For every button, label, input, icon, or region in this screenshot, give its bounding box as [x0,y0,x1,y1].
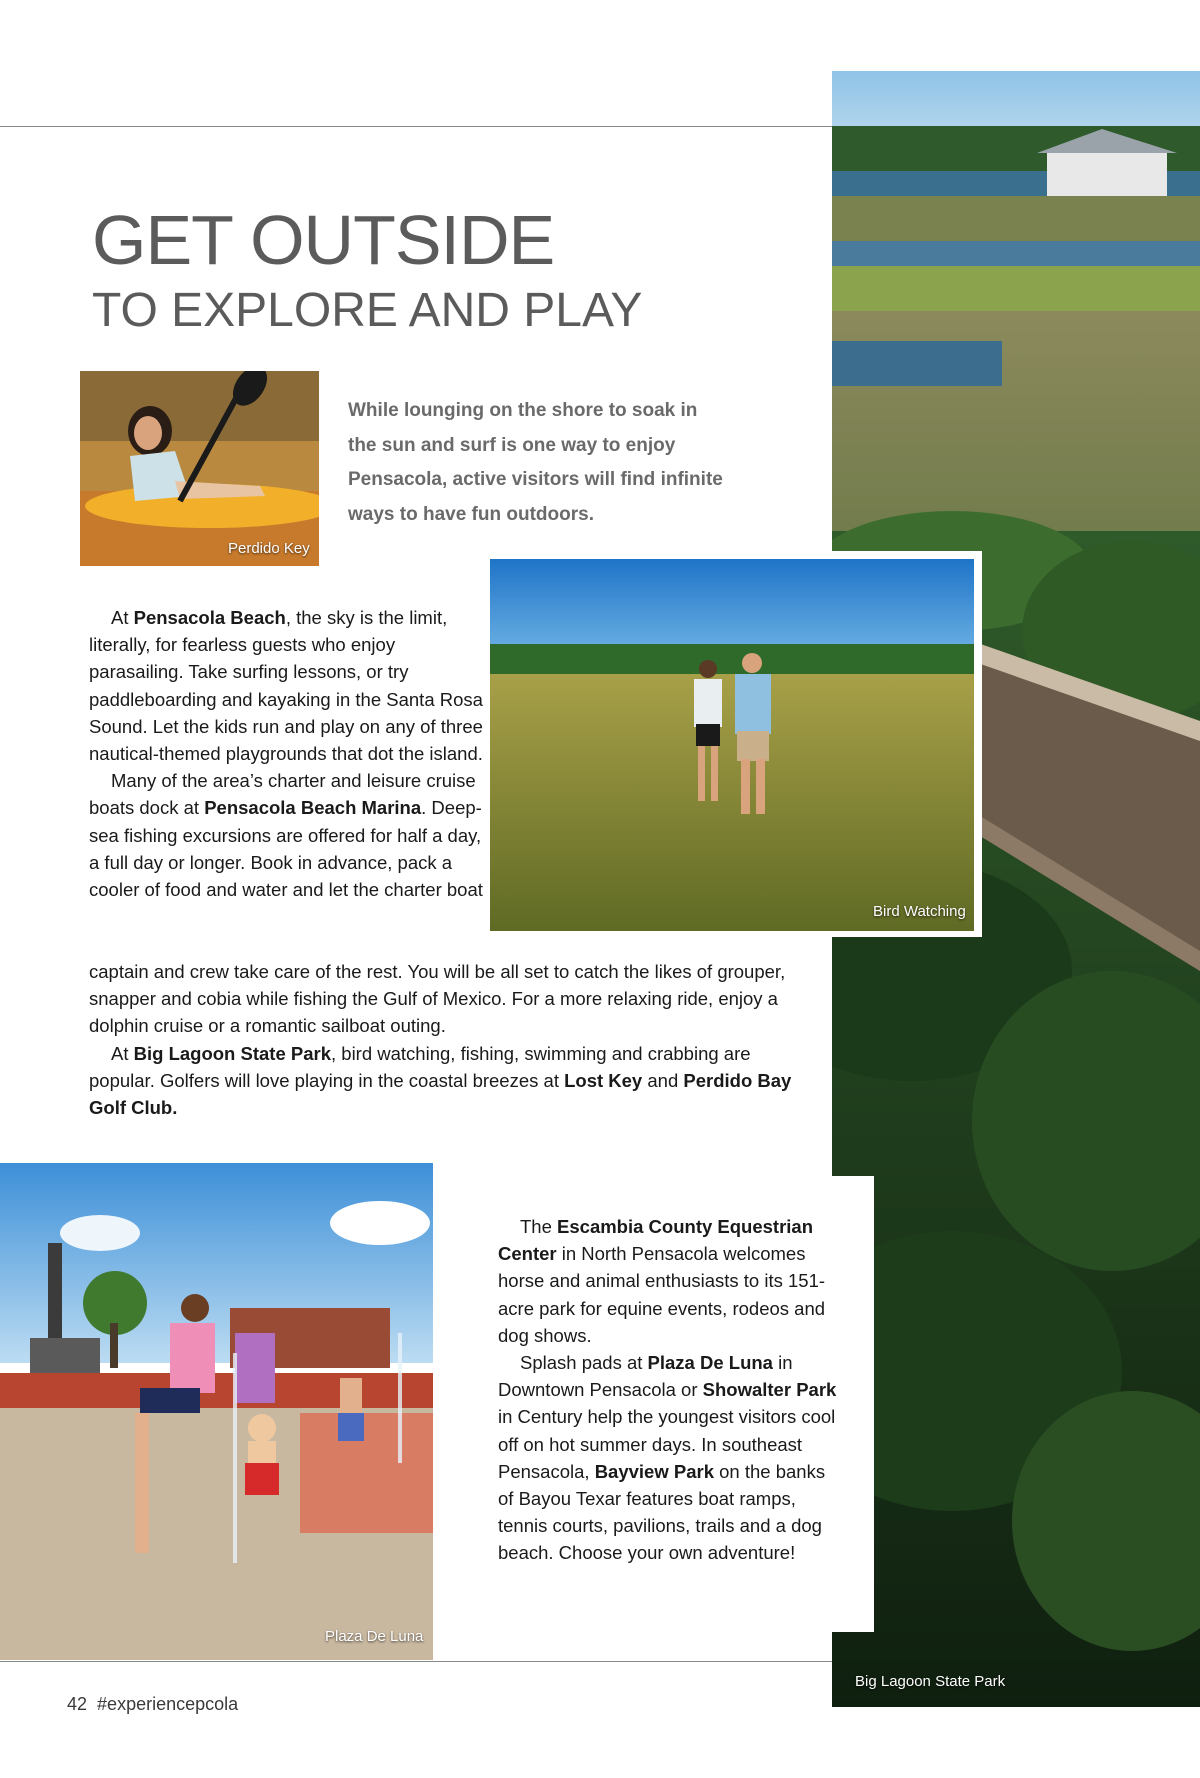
caption-big-lagoon: Big Lagoon State Park [855,1673,1006,1690]
article-column-wide [89,958,799,1121]
place-name: Perdido Bay Golf Club. [89,1069,792,1119]
paragraph-equestrian-center: The Escambia County Equestrian Center in North Pensacola welcomes horse and animal enthusiasts to its 151-acre park for equine events, rodeos and dog shows. [498,1216,826,1346]
place-name: Pensacola Beach Marina [204,797,422,819]
place-name: Big Lagoon State Park [133,1042,331,1064]
paragraph-charter-boats: Many of the area’s charter and leisure cruise boats dock at Pensacola Beach Marina. Deep-sea fishing excursions are offered for half a day, a full day or longer. Book in advance, pack a cooler of food and water and let the charter boat [89,770,483,901]
page-footer [67,1694,238,1715]
photo-bird-watching [490,559,974,931]
place-name: Showalter Park [702,1379,837,1401]
bottom-rule [0,1661,832,1662]
place-name: Escambia County Equestrian Center [498,1216,814,1265]
page-number: 42 [67,1694,88,1714]
caption-bird-watching: Bird Watching [873,903,966,920]
top-rule [0,126,832,127]
photo-plaza-de-luna [0,1163,433,1660]
place-name: Pensacola Beach [133,607,286,628]
paragraph-splash-pads: Splash pads at Plaza De Luna in Downtown Pensacola or Showalter Park in Century help the youngest visitors cool off on hot summer days. In southeast Pensacola, Bayview Park on the banks of Bayou Texar features boat ramps, tennis courts, pavilions, trails and a dog beach. Choose your own adventure! [498,1352,837,1564]
place-name: Plaza De Luna [647,1352,773,1374]
page-subtitle: TO EXPLORE AND PLAY [92,284,643,337]
hashtag: #experiencepcola [97,1694,239,1714]
caption-perdido-key: Perdido Key [228,540,310,557]
place-name: Lost Key [564,1069,643,1091]
paragraph-big-lagoon: At Big Lagoon State Park, bird watching, fishing, swimming and crabbing are popular. Golfers will love playing in the coastal breezes at Lost Key and Perdido Bay Golf Club. [89,1042,792,1119]
intro-text: While lounging on the shore to soak in the sun and surf is one way to enjoy Pensacola, active visitors will find infinite ways to have fun outdoors. [348,400,723,525]
article-column-bottom [498,1213,843,1567]
page-title: GET OUTSIDE [92,201,555,279]
photo-perdido-key [80,371,319,566]
caption-plaza-de-luna: Plaza De Luna [325,1628,424,1645]
article-column-top [89,604,489,903]
paragraph-charter-continued: captain and crew take care of the rest. You will be all set to catch the likes of grouper, snapper and cobia while fishing the Gulf of Mexico. For a more relaxing ride, enjoy a dolphin cruise or a romantic sailboat outing. [89,961,786,1037]
place-name: Bayview Park [594,1460,714,1482]
paragraph-pensacola-beach: At Pensacola Beach, the sky is the limit, literally, for fearless guests who enjoy parasailing. Take surfing lessons, or try paddleboarding and kayaking in the Santa Rosa Sound. Let the kids run and play on any of three nautical-themed playgrounds that dot the island. [89,607,483,765]
